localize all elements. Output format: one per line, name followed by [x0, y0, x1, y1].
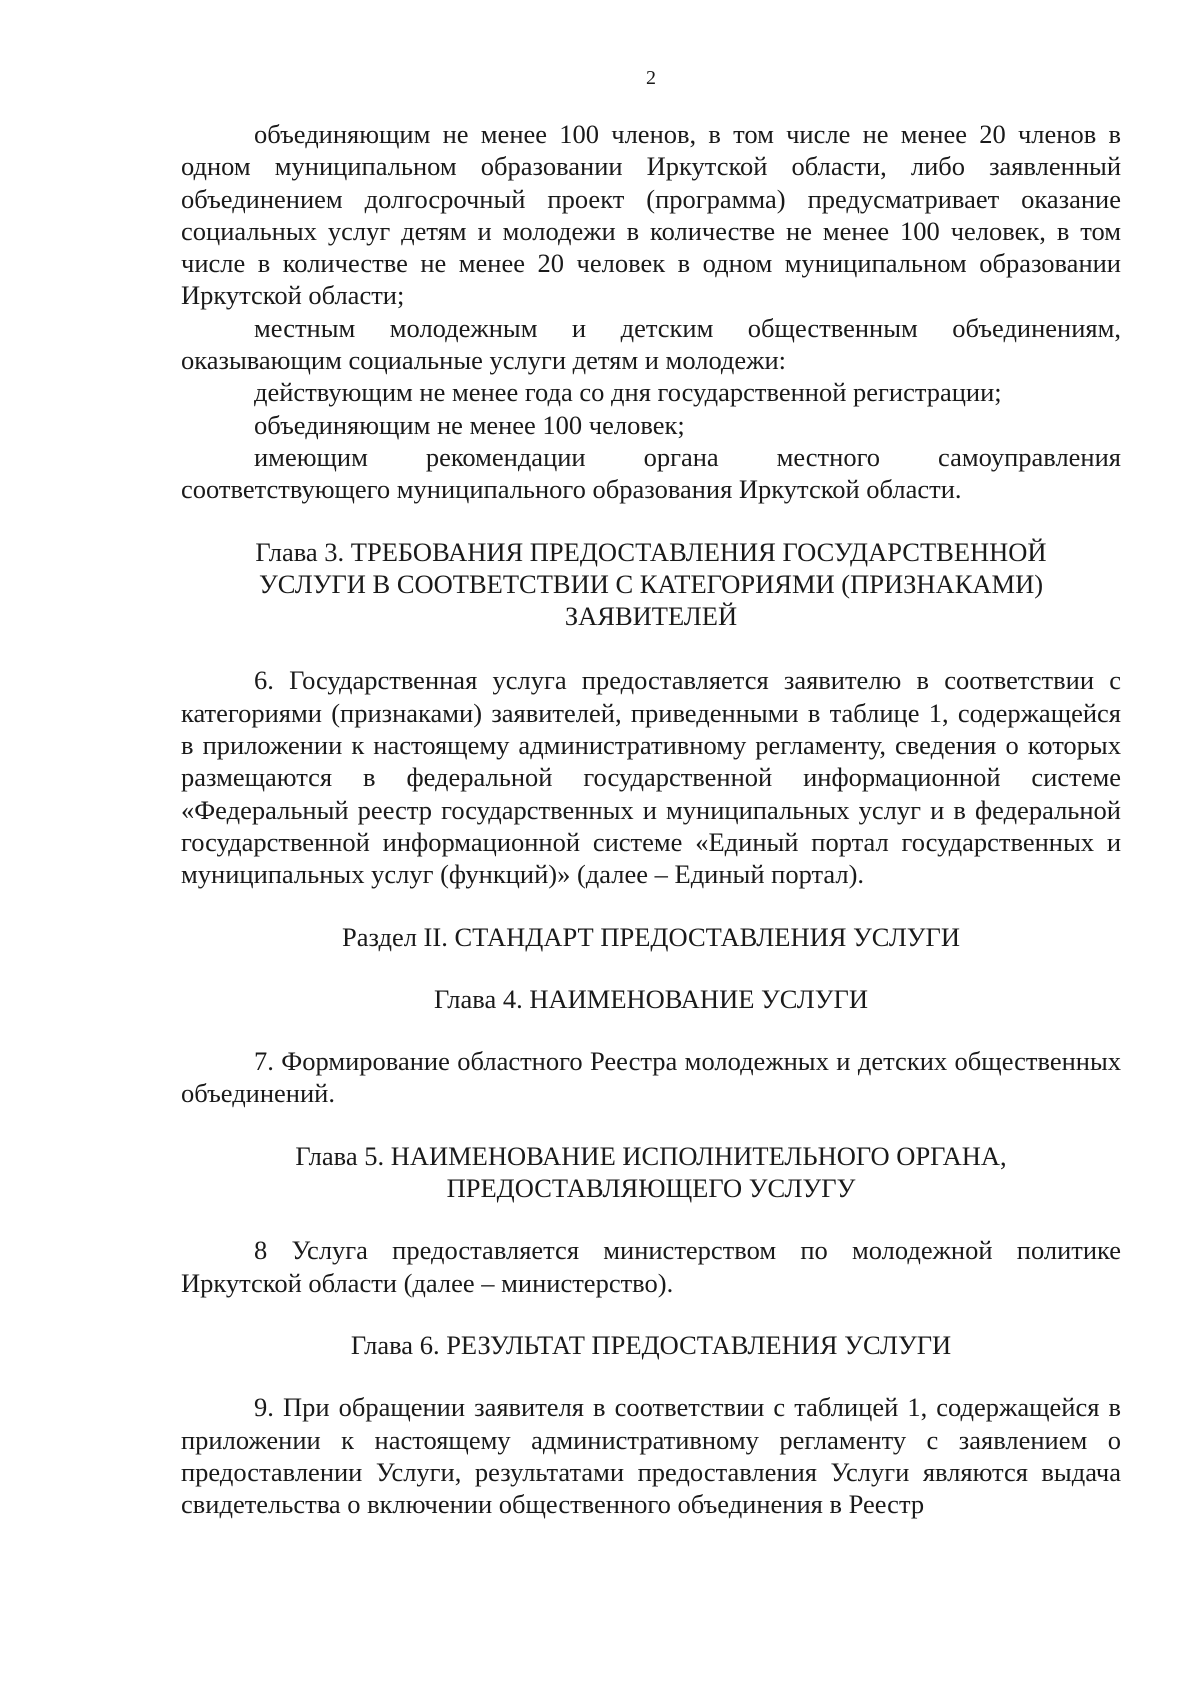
paragraph-9: 9. При обращении заявителя в соответствии с таблицей 1, содержащейся в приложении к настоящему административному регламенту с заявлением о предоставлении Услуги, результатами предоставления Услуги являются выдача свидетельства о включении общественного объединения в Реестр — [181, 1392, 1121, 1520]
paragraph-member-count: объединяющим не менее 100 человек; — [254, 409, 685, 440]
paragraph-registration-term: действующим не менее года со дня государственной регистрации; — [254, 377, 1002, 408]
paragraph-6: 6. Государственная услуга предоставляется заявителю в соответствии с категориями (признаками) заявителей, приведенными в таблице 1, содержащейся в приложении к настоящему административному регламенту, сведения о которых размещаются в федеральной государственной информационной системе «Федеральный реестр государственных и муниципальных услуг и в федеральной государственной информационной системе «Единый портал государственных и муниципальных услуг (функций)» (далее – Единый портал). — [181, 665, 1121, 890]
section-2-heading: Раздел II. СТАНДАРТ ПРЕДОСТАВЛЕНИЯ УСЛУГИ — [341, 921, 961, 952]
paragraph-continuation: объединяющим не менее 100 членов, в том числе не менее 20 членов в одном муниципальном образовании Иркутской области, либо заявленный объединением долгосрочный проект (программа) предусматривает оказание социальных услуг детям и молодежи в количестве не менее 100 человек, в том числе в количестве не менее 20 человек в одном муниципальном образовании Иркутской области; — [181, 119, 1121, 311]
chapter-5-heading-line-1: Глава 5. НАИМЕНОВАНИЕ ИСПОЛНИТЕЛЬНОГО ОРГАНА, — [295, 1140, 1007, 1171]
page-number: 2 — [646, 67, 656, 89]
chapter-4-heading: Глава 4. НАИМЕНОВАНИЕ УСЛУГИ — [433, 983, 868, 1014]
chapter-3-heading-line-3: ЗАЯВИТЕЛЕЙ — [564, 601, 738, 632]
paragraph-8: 8 Услуга предоставляется министерством по молодежной политике Иркутской области (далее – министерство). — [181, 1235, 1121, 1298]
paragraph-local-associations: местным молодежным и детским общественным объединениям, оказывающим социальные услуги детям и молодежи: — [181, 312, 1121, 376]
chapter-6-heading: Глава 6. РЕЗУЛЬТАТ ПРЕДОСТАВЛЕНИЯ УСЛУГИ — [350, 1329, 952, 1360]
paragraph-recommendations: имеющим рекомендации органа местного самоуправления соответствующего муниципального образования Иркутской области. — [181, 441, 1121, 505]
chapter-3-heading-line-2: УСЛУГИ В СООТВЕТСТВИИ С КАТЕГОРИЯМИ (ПРИЗНАКАМИ) — [258, 568, 1044, 599]
paragraph-7: 7. Формирование областного Реестра молодежных и детских общественных объединений. — [181, 1046, 1121, 1109]
chapter-3-heading-line-1: Глава 3. ТРЕБОВАНИЯ ПРЕДОСТАВЛЕНИЯ ГОСУДАРСТВЕННОЙ — [255, 536, 1047, 567]
chapter-5-heading-line-2: ПРЕДОСТАВЛЯЮЩЕГО УСЛУГУ — [446, 1173, 856, 1204]
document-body — [181, 118, 1121, 1520]
